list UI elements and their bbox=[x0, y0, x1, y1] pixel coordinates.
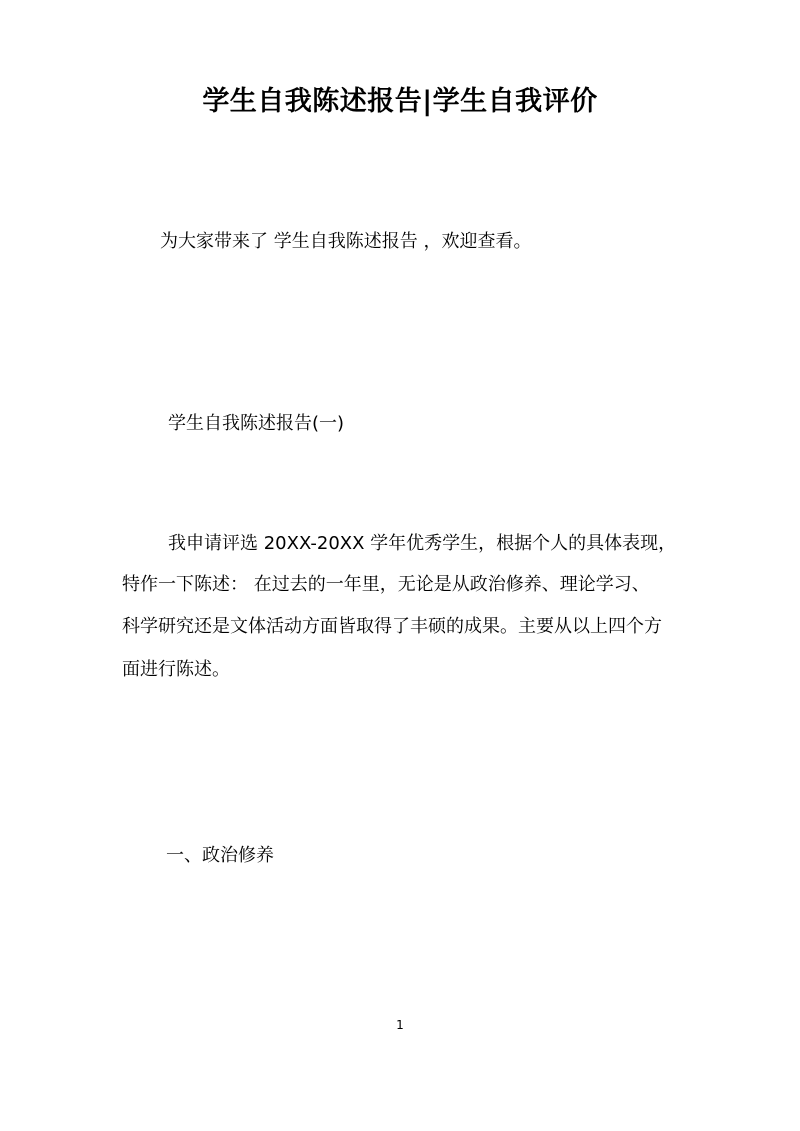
intro-text: 为大家带来了 学生自我陈述报告 ，欢迎查看。 bbox=[160, 231, 532, 252]
paragraph-line: 科学研究还是文体活动方面皆取得了丰硕的成果。主要从以上四个方 bbox=[122, 616, 662, 637]
paragraph-line: 面进行陈述。 bbox=[122, 659, 230, 680]
paragraph-line: 我申请评选 20XX-20XX 学年优秀学生，根据个人的具体表现， bbox=[168, 533, 677, 554]
paragraph-line: 特作一下陈述： 在过去的一年里，无论是从政治修养、理论学习、 bbox=[122, 574, 650, 595]
document-title: 学生自我陈述报告|学生自我评价 bbox=[202, 86, 598, 117]
section-heading: 学生自我陈述报告(一) bbox=[168, 413, 345, 434]
page-number: 1 bbox=[396, 1018, 404, 1032]
subheading-political: 一、政治修养 bbox=[166, 845, 274, 866]
